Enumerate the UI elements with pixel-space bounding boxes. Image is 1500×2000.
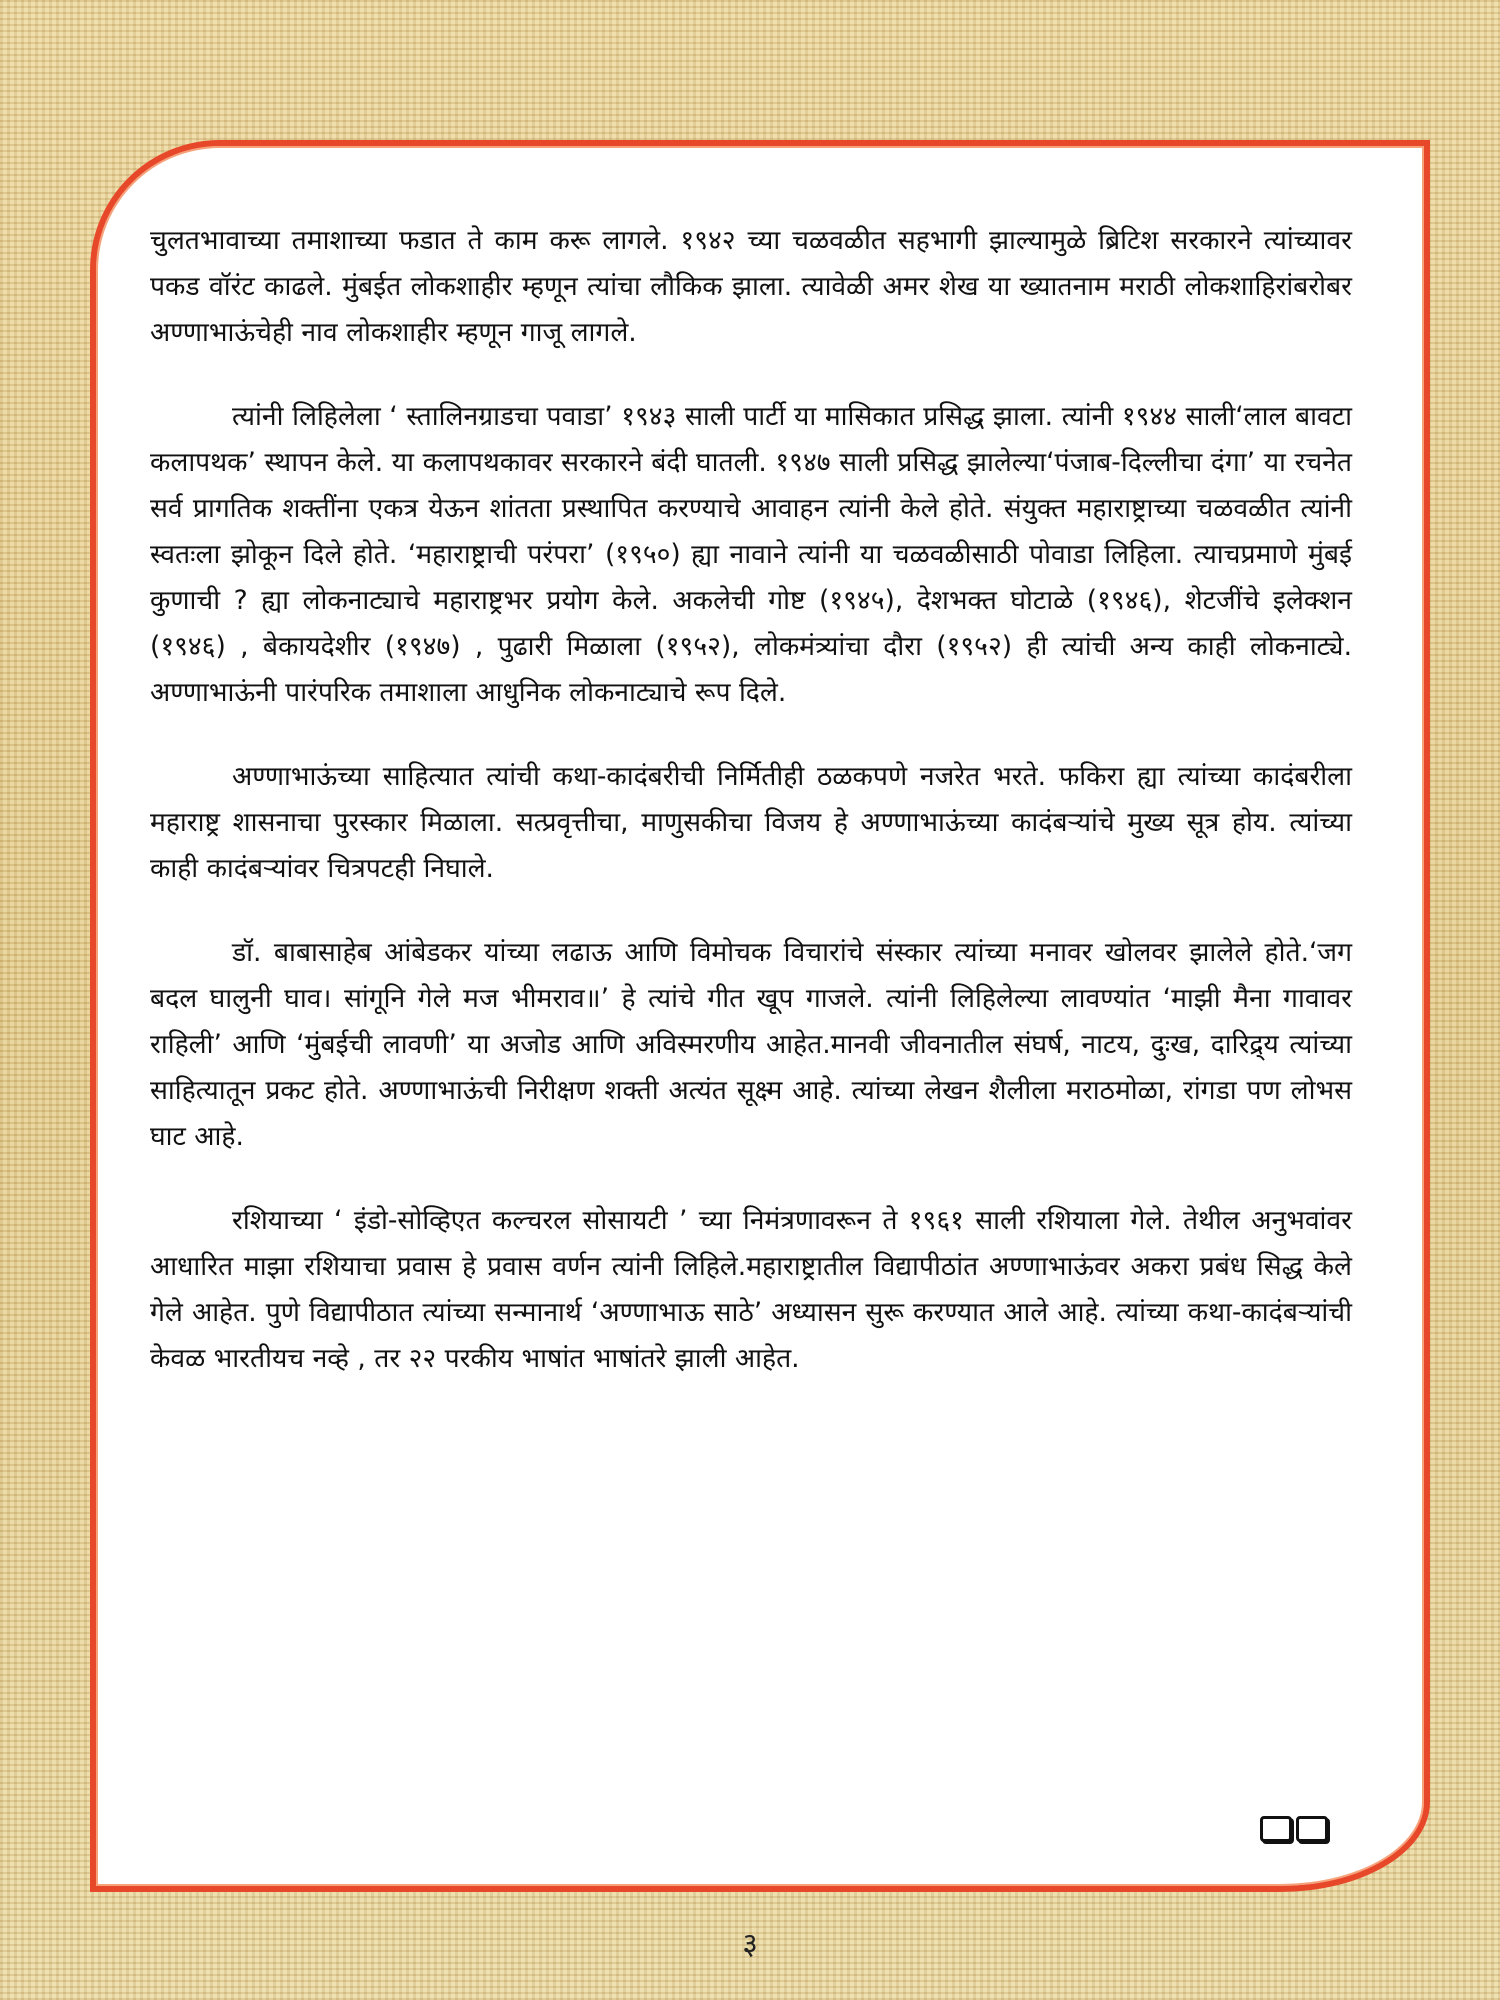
paragraph-1: चुलतभावाच्या तमाशाच्या फडात ते काम करू लागले. १९४२ च्या चळवळीत सहभागी झाल्यामुळे ब्रिटिश सरकारने त्यांच्यावर पकड वॉरंट काढले. मुंबईत लोकशाहीर म्हणून त्यांचा लौकिक झाला. त्यावेळी अमर शेख या ख्यातनाम मराठी लोकशाहिरांबरोबर अण्णाभाऊंचेही नाव लोकशाहीर म्हणून गाजू लागले. xyxy=(150,225,1352,348)
paragraph-2: त्यांनी लिहिलेला ‘ स्तालिनग्राडचा पवाडा’ १९४३ साली पार्टी या मासिकात प्रसिद्ध झाला. त्यांनी १९४४ साली‘लाल बावटा कलापथक’ स्थापन केले. या कलापथकावर सरकारने बंदी घातली. १९४७ साली प्रसिद्ध झालेल्या‘पंजाब-दिल्लीचा दंगा’ या रचनेत सर्व प्रागतिक शक्तींना एकत्र येऊन शांतता प्रस्थापित करण्याचे आवाहन त्यांनी केले होते. संयुक्त महाराष्ट्राच्या चळवळीत त्यांनी स्वतःला झोकून दिले होते. ‘महाराष्ट्राची परंपरा’ (१९५०) ह्या नावाने त्यांनी या चळवळीसाठी पोवाडा लिहिला. त्याचप्रमाणे मुंबई कुणाची ? ह्या लोकनाट्याचे महाराष्ट्रभर प्रयोग केले. अकलेची गोष्ट (१९४५), देशभक्त घोटाळे (१९४६), शेटजींचे इलेक्शन (१९४६) , बेकायदेशीर (१९४७) , पुढारी मिळाला (१९५२), लोकमंत्र्यांचा दौरा (१९५२) ही त्यांची अन्य काही लोकनाट्ये. अण्णाभाऊंनी पारंपरिक तमाशाला आधुनिक लोकनाट्याचे रूप दिले. xyxy=(150,401,1352,708)
paragraph-3: अण्णाभाऊंच्या साहित्यात त्यांची कथा-कादंबरीची निर्मितीही ठळकपणे नजरेत भरते. फकिरा ह्या त्यांच्या कादंबरीला महाराष्ट्र शासनाचा पुरस्कार मिळाला. सत्प्रवृत्तीचा, माणुसकीचा विजय हे अण्णाभाऊंच्या कादंबऱ्यांचे मुख्य सूत्र होय. त्यांच्या काही कादंबऱ्यांवर चित्रपटही निघाले. xyxy=(150,761,1352,884)
end-square-icon xyxy=(1296,1816,1328,1842)
page-number: ३ xyxy=(742,1927,758,1962)
article-body xyxy=(150,218,1352,1420)
paragraph-4: डॉ. बाबासाहेब आंबेडकर यांच्या लढाऊ आणि विमोचक विचारांचे संस्कार त्यांच्या मनावर खोलवर झालेले होते.‘जग बदल घालुनी घाव। सांगूनि गेले मज भीमराव॥’ हे त्यांचे गीत खूप गाजले. त्यांनी लिहिलेल्या लावण्यांत ‘माझी मैना गावावर राहिली’ आणि ‘मुंबईची लावणी’ या अजोड आणि अविस्मरणीय आहेत.मानवी जीवनातील संघर्ष, नाटय, दुःख, दारिद्र्य त्यांच्या साहित्यातून प्रकट होते. अण्णाभाऊंची निरीक्षण शक्ती अत्यंत सूक्ष्म आहे. त्यांच्या लेखन शैलीला मराठमोळा, रांगडा पण लोभस घाट आहे. xyxy=(150,937,1352,1152)
end-square-icon xyxy=(1260,1816,1292,1842)
paragraph-5: रशियाच्या ‘ इंडो-सोव्हिएत कल्चरल सोसायटी ’ च्या निमंत्रणावरून ते १९६१ साली रशियाला गेले. तेथील अनुभवांवर आधारित माझा रशियाचा प्रवास हे प्रवास वर्णन त्यांनी लिहिले.महाराष्ट्रातील विद्यापीठांत अण्णाभाऊंवर अकरा प्रबंध सिद्ध केले गेले आहेत. पुणे विद्यापीठात त्यांच्या सन्मानार्थ ‘अण्णाभाऊ साठे’ अध्यासन सुरू करण्यात आले आहे. त्यांच्या कथा-कादंबऱ्यांची केवळ भारतीयच नव्हे , तर २२ परकीय भाषांत भाषांतरे झाली आहेत. xyxy=(150,1205,1352,1374)
end-of-article-marks xyxy=(1260,1816,1328,1842)
